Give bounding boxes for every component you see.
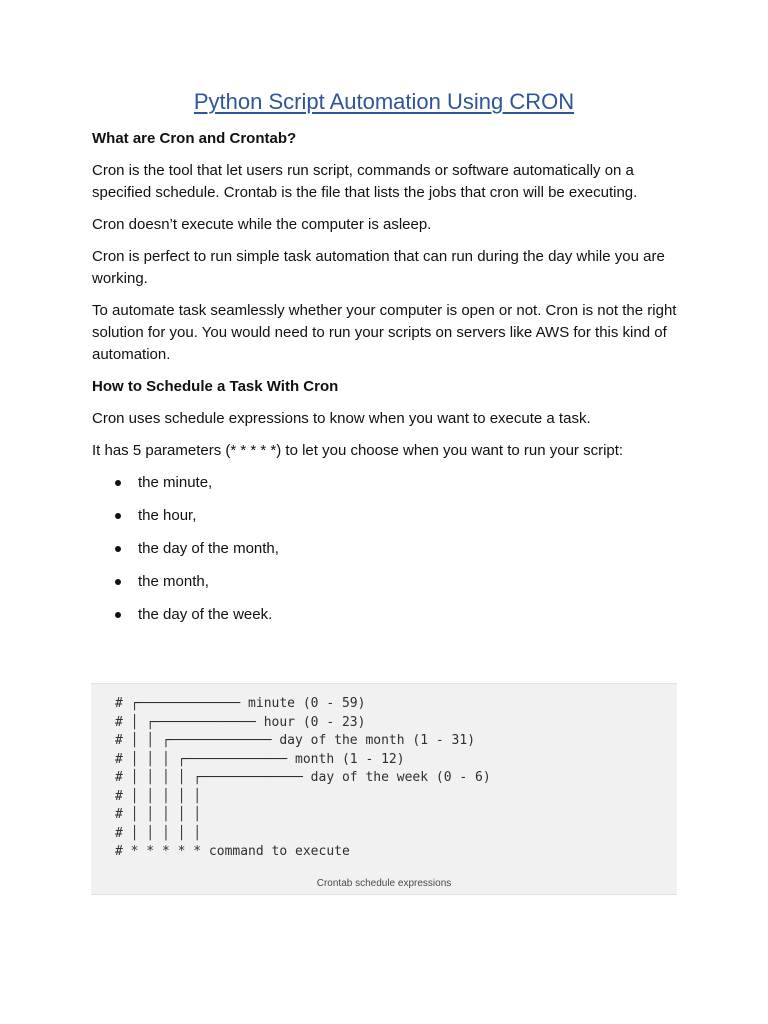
list-item-text: the day of the week.	[138, 606, 273, 623]
list-item-text: the hour,	[138, 507, 197, 524]
list-item	[92, 538, 682, 560]
code-line: # │ │ │ ┌───────────── month (1 - 12)	[115, 751, 405, 767]
code-line: # │ │ ┌───────────── day of the month (1 - 31)	[115, 733, 476, 748]
code-line: # * * * * * command to execute	[115, 844, 350, 859]
list-item-text: the month,	[138, 573, 209, 590]
code-line: # │ │ │ │ │	[115, 788, 202, 804]
paragraph-cron-servers: To automate task seamlessly whether your computer is open or not. Cron is not the right solution for you. You would need to run your scripts on servers like AWS for this kind of automation.	[92, 302, 677, 363]
list-item	[92, 505, 682, 527]
parameter-list	[92, 472, 682, 626]
list-item	[92, 604, 682, 626]
code-line: # │ │ │ │ │	[115, 807, 202, 822]
paragraph-schedule-expressions: Cron uses schedule expressions to know when you want to execute a task.	[92, 410, 591, 427]
paragraph-cron-asleep: Cron doesn’t execute while the computer is asleep.	[92, 216, 432, 233]
document-title: Python Script Automation Using CRON	[193, 89, 575, 114]
crontab-code-block	[115, 695, 491, 862]
paragraph-cron-simple-tasks: Cron is perfect to run simple task automation that can run during the day while you are working.	[92, 248, 665, 287]
bullet-icon	[115, 579, 121, 585]
list-item-text: the day of the month,	[138, 540, 279, 557]
paragraph-five-parameters: It has 5 parameters (* * * * *) to let you choose when you want to run your script:	[92, 442, 624, 459]
section-heading-schedule-task: How to Schedule a Task With Cron	[92, 378, 339, 395]
code-line: # │ │ │ │ │	[115, 825, 202, 841]
paragraph-cron-definition: Cron is the tool that let users run script, commands or software automatically on a specified schedule. Crontab is the file that lists the jobs that cron will be executing.	[92, 162, 638, 201]
code-line: # │ ┌───────────── hour (0 - 23)	[115, 714, 366, 730]
bullet-icon	[115, 546, 121, 552]
bullet-icon	[115, 612, 121, 618]
list-item-text: the minute,	[138, 474, 213, 491]
bullet-icon	[115, 480, 121, 486]
section-heading-cron-crontab: What are Cron and Crontab?	[92, 130, 297, 147]
list-item	[92, 472, 682, 494]
code-line: # ┌───────────── minute (0 - 59)	[115, 696, 366, 711]
document-body	[92, 128, 682, 637]
list-item	[92, 571, 682, 593]
figure-caption: Crontab schedule expressions	[316, 878, 452, 889]
crontab-figure	[91, 683, 677, 895]
code-line: # │ │ │ │ ┌───────────── day of the week (0 - 6)	[115, 770, 491, 785]
bullet-icon	[115, 513, 121, 519]
